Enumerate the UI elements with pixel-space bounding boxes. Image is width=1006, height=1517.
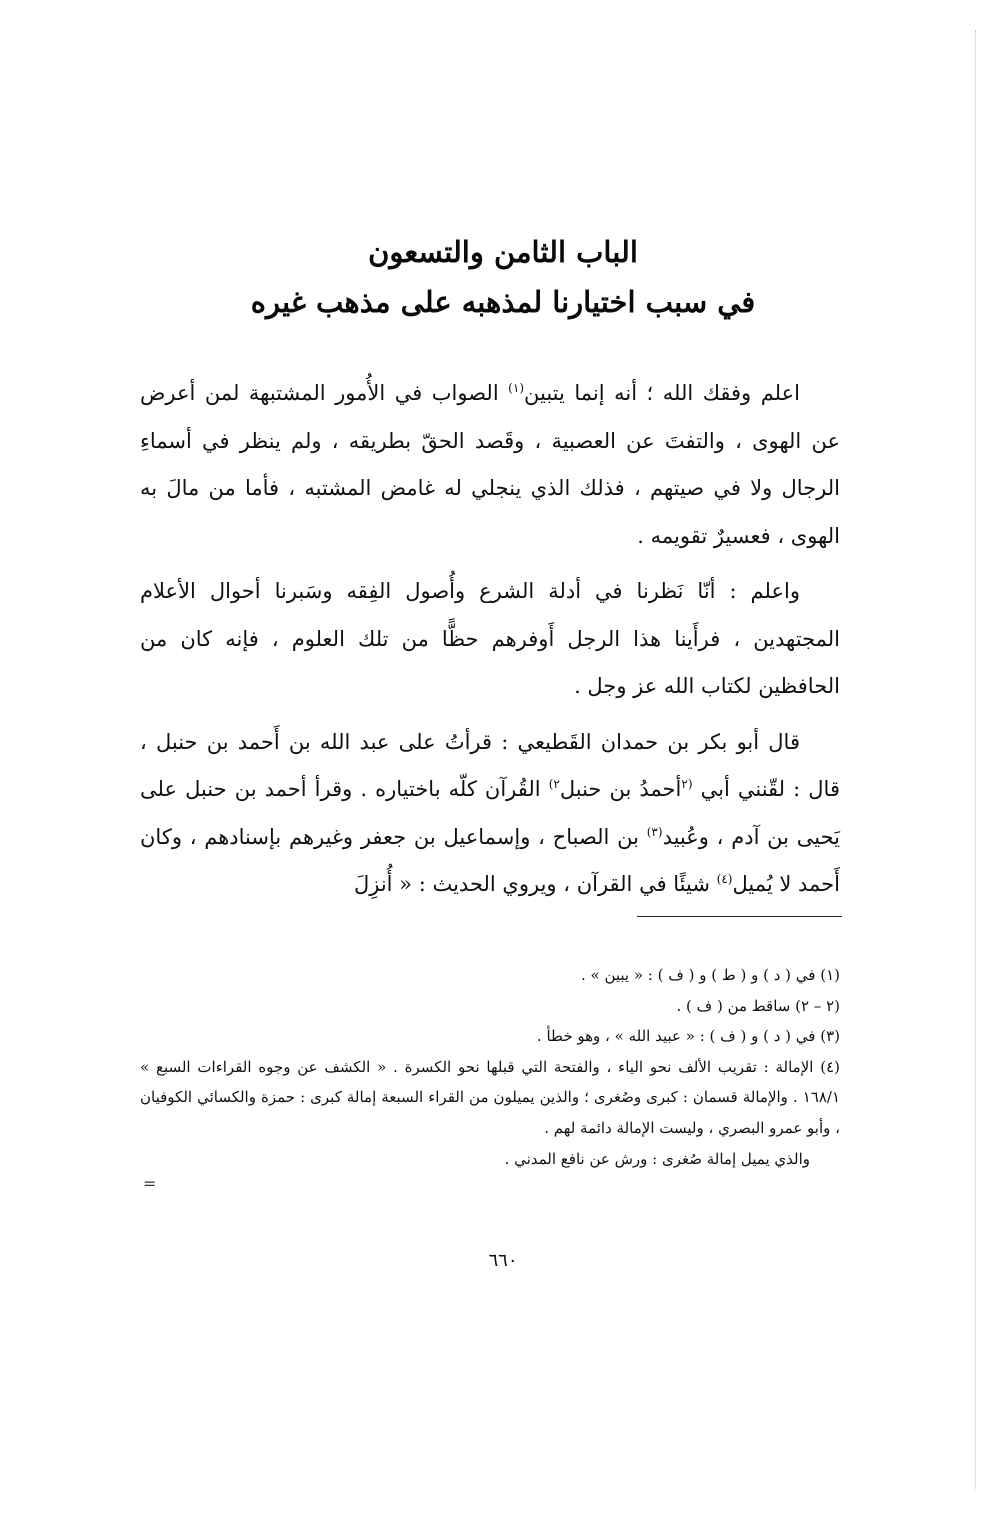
chapter-subtitle: في سبب اختيارنا لمذهبه على مذهب غيره xyxy=(250,285,756,319)
footnote-2: (٢ – ٢) ساقط من ( ف ) . xyxy=(676,996,840,1015)
continuation-mark: = xyxy=(143,1174,157,1193)
paragraph-1-text-b: الصواب في الأُمور المشتبهة لمن أعرض عن الهوى ، والتفتَ عن العصبية ، وقَصد الحقّ بطريقه ، ولم ينظر في أسماءِ الرجال ولا في صيتهم ، فذلك الذي ينجلي له غامض المشتبه ، فأما من مالَ به الهوى ، فعسيرٌ تقويمه . xyxy=(140,381,840,548)
paragraph-3-text-d: بن الصباح ، وإسماعيل بن جعفر وغيرهم بإسنادهم ، وكان أَحمد لا يُميل xyxy=(140,824,840,896)
main-text xyxy=(140,370,840,917)
paragraph-2: واعلم : أنّا نَظرنا في أدلة الشرع وأُصول الفِقه وسَبرنا أحوال الأعلام المجتهدين ، فرأَينا هذا الرجل أَوفرهم حظًّا من تلك العلوم ، فإنه كان من الحافظين لكتاب الله عز وجل . xyxy=(140,579,840,698)
paragraph-1 xyxy=(140,370,840,560)
footnote-1: (١) في ( د ) و ( ط ) و ( ف ) : « يبين » . xyxy=(580,966,840,984)
footnote-4: (٤) الإمالة : تقريب الألف نحو الياء ، والفتحة التي قبلها نحو الكسرة . « الكشف عن وجوه القراءات السبع » ١٦٨/١ . والإمالة قسمان : كبرى وصُغرى ؛ والذين يميلون من القراء السبعة إمالة كبرى : حمزة والكسائي الكوفيان ، وأبو عمرو البصري ، وليست الإمالة دائمة لهم . xyxy=(140,1057,840,1137)
paragraph-3 xyxy=(140,719,840,909)
footnote-3: (٣) في ( د ) و ( ف ) : « عبيد الله » ، وهو خطأ . xyxy=(536,1027,840,1046)
chapter-title: الباب الثامن والتسعون xyxy=(368,235,638,269)
footnotes xyxy=(140,960,840,1174)
footnote-ref-1: (١) xyxy=(508,381,524,395)
footnote-ref-2-close: ٢) xyxy=(548,777,560,791)
footnote-ref-4: (٤) xyxy=(716,872,733,886)
paragraph-1-text-a: اعلم وفقك الله ؛ أنه إنما يتبين xyxy=(524,381,801,405)
footnote-ref-3: (٣) xyxy=(646,824,663,839)
footnote-separator xyxy=(637,916,842,917)
paragraph-3-text-e: شيئًا في القرآن ، ويروي الحديث : « أُنزِلَ xyxy=(353,872,717,896)
paragraph-3-text-b: أحمدُ بن حنبل xyxy=(559,777,682,801)
paragraph-3-text-a: قال أبو بكر بن حمدان القَطيعي : قرأتُ على عبد الله بن أَحمد بن حنبل ، قال : لقّنني أبي xyxy=(140,729,840,801)
footnote-ref-2-open: (٢ xyxy=(681,777,693,791)
footnote-4-continued: والذي يميل إمالة صُغرى : ورش عن نافع المدني . xyxy=(504,1149,810,1168)
page-number: ٦٦٠ xyxy=(488,1250,518,1271)
paragraph-3-text-c: القُرآن كلّه باختياره . وقرأ أحمد بن حنبل على يَحيى بن آدم ، وعُبيد xyxy=(140,777,840,849)
page-edge-line xyxy=(975,30,976,1490)
